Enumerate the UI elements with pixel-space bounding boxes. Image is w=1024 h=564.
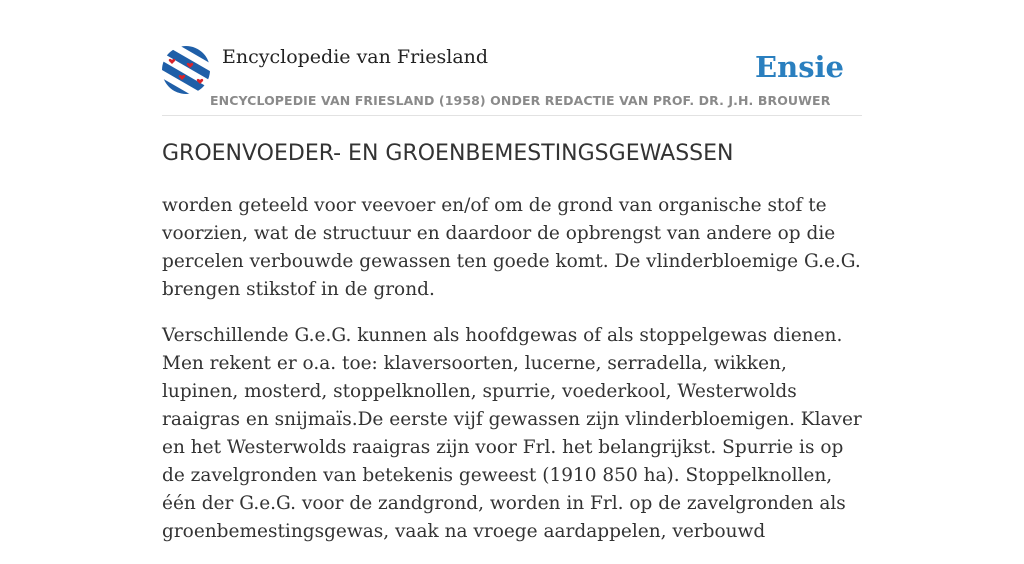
brand-logo[interactable]: Ensie: [755, 50, 844, 84]
article-paragraph: Verschillende G.e.G. kunnen als hoofdgewas of als stoppelgewas dienen. Men rekent er o.a. toe: klaversoorten, lucerne, serradella, wikken, lupinen, mosterd, stoppelknollen, spurrie, voederkool, Westerwolds raaigras en snijmaïs.De eerste vijf gewassen zijn vlinderbloemigen. Klaver en het Westerwolds raaigras zijn voor Frl. het belangrijkst. Spurrie is op de zavelgronden van betekenis geweest (1910 850 ha). Stoppelknollen, één der G.e.G. voor de zandgrond, worden in Frl. op de zavelgronden als groenbemestingsgewas, vaak na vroege aardappelen, verbouwd: [162, 325, 862, 542]
article-body: [162, 192, 868, 564]
site-header: [162, 46, 862, 116]
article-title: GROENVOEDER- EN GROENBEMESTINGSGEWASSEN: [162, 141, 734, 166]
article-paragraph: worden geteeld voor veevoer en/of om de grond van organische stof te voorzien, wat de structuur en daardoor de opbrengst van andere op die percelen verbouwde gewassen ten goede komt. De vlinderbloemige G.e.G. brengen stikstof in de grond.: [162, 195, 861, 300]
header-divider: [162, 115, 862, 116]
site-title[interactable]: Encyclopedie van Friesland: [222, 46, 489, 68]
site-subtitle: ENCYCLOPEDIE VAN FRIESLAND (1958) ONDER REDACTIE VAN PROF. DR. J.H. BROUWER: [210, 93, 831, 108]
frisian-flag-icon[interactable]: [162, 46, 210, 94]
